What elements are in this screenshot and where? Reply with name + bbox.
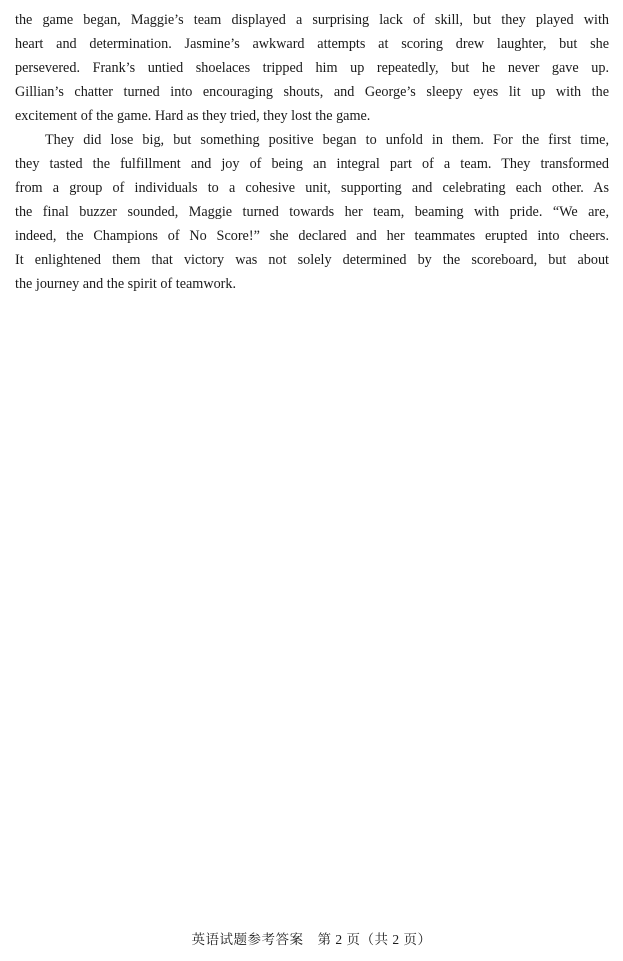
- text-line: They did lose big, but something positive began to unfold in them. For the first time,: [45, 132, 609, 148]
- text-line: indeed, the Champions of No Score!” she declared and her teammates erupted into cheers.: [15, 228, 609, 244]
- text-line: persevered. Frank’s untied shoelaces tripped him up repeatedly, but he never gave up.: [15, 60, 609, 76]
- document-body: [15, 8, 609, 296]
- text-line: they tasted the fulfillment and joy of being an integral part of a team. They transformed: [15, 156, 609, 172]
- text-line: the game began, Maggie’s team displayed a surprising lack of skill, but they played with: [15, 12, 609, 28]
- page-footer: 英语试题参考答案 第 2 页（共 2 页）: [191, 932, 432, 947]
- text-line: heart and determination. Jasmine’s awkward attempts at scoring drew laughter, but she: [15, 36, 609, 52]
- text-line: excitement of the game. Hard as they tried, they lost the game.: [15, 108, 371, 124]
- text-line: the journey and the spirit of teamwork.: [15, 276, 237, 292]
- text-line: Gillian’s chatter turned into encouraging shouts, and George’s sleepy eyes lit up with the: [15, 84, 609, 100]
- text-line: from a group of individuals to a cohesive unit, supporting and celebrating each other. As: [15, 180, 609, 196]
- text-line: the final buzzer sounded, Maggie turned towards her team, beaming with pride. “We are,: [15, 204, 609, 220]
- text-line: It enlightened them that victory was not solely determined by the scoreboard, but about: [15, 252, 609, 268]
